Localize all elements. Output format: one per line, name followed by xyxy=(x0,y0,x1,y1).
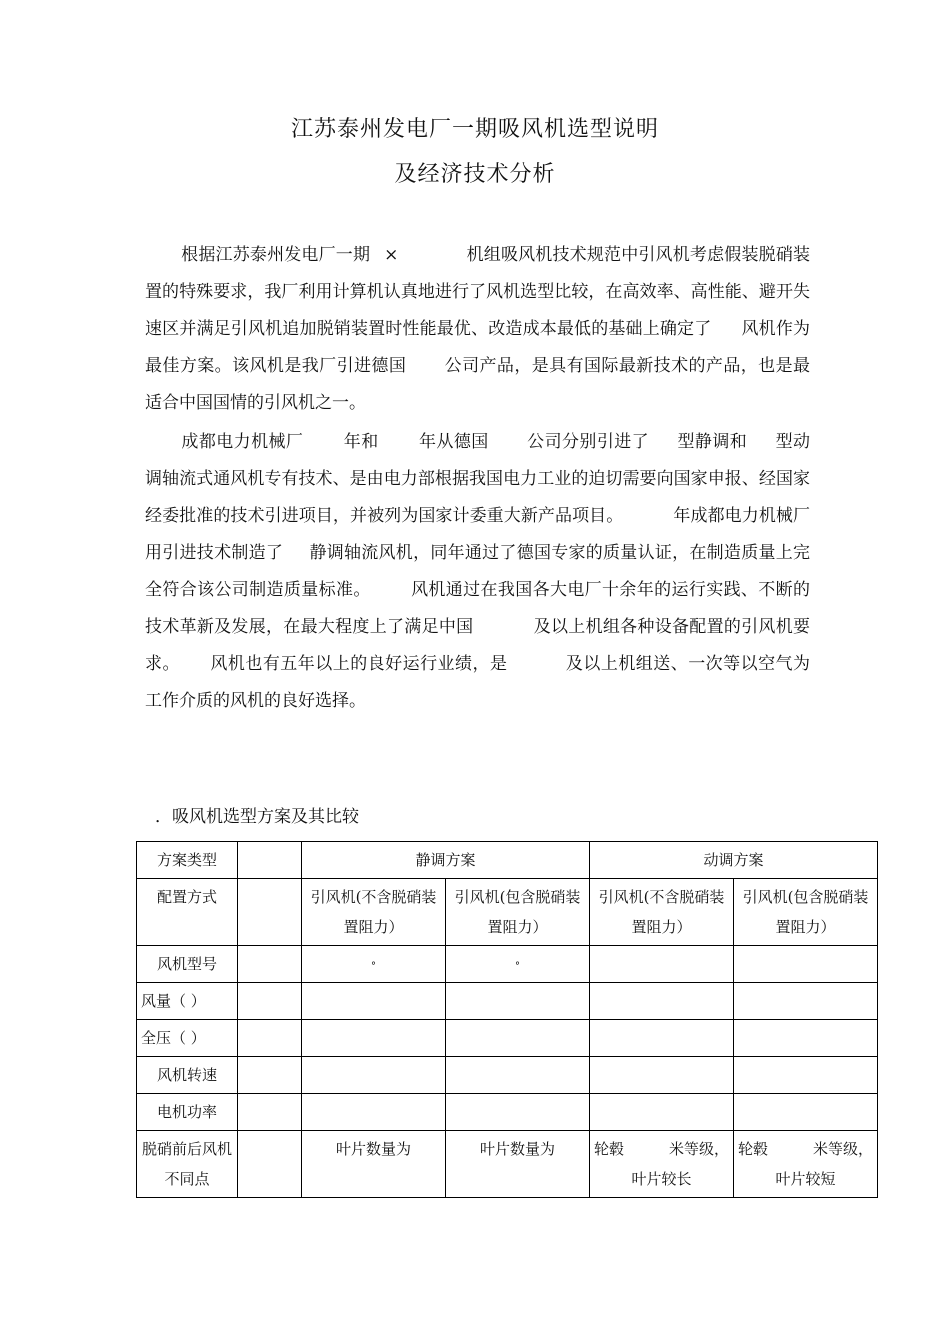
table-row xyxy=(137,842,878,879)
table-cell xyxy=(446,1057,590,1094)
degree-mark: ° xyxy=(371,961,376,972)
table-cell xyxy=(590,1094,734,1131)
table-cell xyxy=(590,983,734,1020)
paragraph-intro: 根据江苏泰州发电厂一期 × 机组吸风机技术规范中引风机考虑假装脱硝装置的特殊要求，我厂利用计算机认真地进行了风机选型比较，在高效率、高性能、避开失速区并满足引风机追加脱销装置时性能最优、改造成本最低的基础上确定了 风机作为最佳方案。该风机是我厂引进德国 公司产品，是具有国际最新技术的产品，也是最适合中国国情的引风机之一。 xyxy=(145,245,811,413)
table-cell: 引风机(不含脱硝装置阻力） xyxy=(302,879,446,946)
table-cell xyxy=(734,983,878,1020)
paragraph-history: 成都电力机械厂 年和 年从德国 公司分别引进了 型静调和 型动调轴流式通风机专有技术、是由电力部根据我国电力工业的迫切需要向国家申报、经国家经委批准的技术引进项目，并被列为国家计委重大新产品项目。 年成都电力机械厂用引进技术制造了 静调轴流风机，同年通过了德国专家的质量认证，在制造质量上完全符合该公司制造质量标准。 风机通过在我国各大电厂十余年的运行实践、不断的技术革新及发展，在最大程度上了满足中国 及以上机组各种设备配置的引风机要求。 风机也有五年以上的良好运行业绩，是 及以上机组送、一次等以空气为工作介质的风机的良好选择。 xyxy=(145,432,811,711)
cell-text: 米等级， xyxy=(668,1140,729,1158)
table-cell xyxy=(734,1020,878,1057)
cell-text: 轮毂 xyxy=(738,1140,769,1158)
table-cell xyxy=(446,983,590,1020)
table-cell xyxy=(446,1094,590,1131)
table-row xyxy=(137,1057,878,1094)
cell-text: 轮毂 xyxy=(594,1140,625,1158)
fan-comparison-table xyxy=(136,841,878,1198)
table-cell xyxy=(238,1131,302,1198)
header-dynamic-scheme: 动调方案 xyxy=(590,842,878,879)
table-cell xyxy=(302,983,446,1020)
table-cell xyxy=(238,1020,302,1057)
table-row xyxy=(137,983,878,1020)
row-header-model: 风机型号 xyxy=(137,946,238,983)
table-cell xyxy=(238,879,302,946)
row-header-flow: 风量（ ） xyxy=(137,983,238,1020)
table-cell xyxy=(590,1020,734,1057)
document-title: 江苏泰州发电厂一期吸风机选型说明 xyxy=(290,117,659,142)
table-cell: 叶片数量为 xyxy=(302,1131,446,1198)
table-row xyxy=(137,1094,878,1131)
table-cell xyxy=(590,1057,734,1094)
cell-text: 叶片较长 xyxy=(631,1170,692,1188)
table-cell xyxy=(302,1094,446,1131)
table-cell: 引风机(不含脱硝装置阻力） xyxy=(590,879,734,946)
table-cell xyxy=(302,946,446,983)
table-cell: 引风机(包含脱硝装置阻力） xyxy=(734,879,878,946)
row-header-speed: 风机转速 xyxy=(137,1057,238,1094)
header-static-scheme: 静调方案 xyxy=(302,842,590,879)
table-cell xyxy=(734,1057,878,1094)
table-cell: 叶片数量为 xyxy=(446,1131,590,1198)
table-row xyxy=(137,946,878,983)
table-cell xyxy=(302,1020,446,1057)
row-header-power: 电机功率 xyxy=(137,1094,238,1131)
table-cell xyxy=(734,946,878,983)
row-header-differences: 脱硝前后风机不同点 xyxy=(137,1131,238,1198)
table-cell xyxy=(238,946,302,983)
table-cell xyxy=(302,1057,446,1094)
degree-mark: ° xyxy=(515,961,520,972)
row-header-config: 配置方式 xyxy=(137,879,238,946)
row-header-type: 方案类型 xyxy=(137,842,238,879)
section-heading: ．吸风机选型方案及其比较 xyxy=(155,807,359,827)
table-cell xyxy=(238,1057,302,1094)
cell-text: 叶片较短 xyxy=(775,1170,836,1188)
table-cell xyxy=(446,1020,590,1057)
table-cell xyxy=(734,1094,878,1131)
table-cell xyxy=(590,1131,734,1198)
table-cell xyxy=(238,983,302,1020)
table-row xyxy=(137,1131,878,1198)
table-cell xyxy=(734,1131,878,1198)
table-row xyxy=(137,879,878,946)
document-subtitle: 及经济技术分析 xyxy=(394,162,556,187)
cell-text: 米等级， xyxy=(812,1140,873,1158)
table-cell xyxy=(590,946,734,983)
table-cell xyxy=(238,842,302,879)
table-cell xyxy=(446,946,590,983)
table-row xyxy=(137,1020,878,1057)
row-header-pressure: 全压（ ） xyxy=(137,1020,238,1057)
table-cell xyxy=(238,1094,302,1131)
table-cell: 引风机(包含脱硝装置阻力） xyxy=(446,879,590,946)
